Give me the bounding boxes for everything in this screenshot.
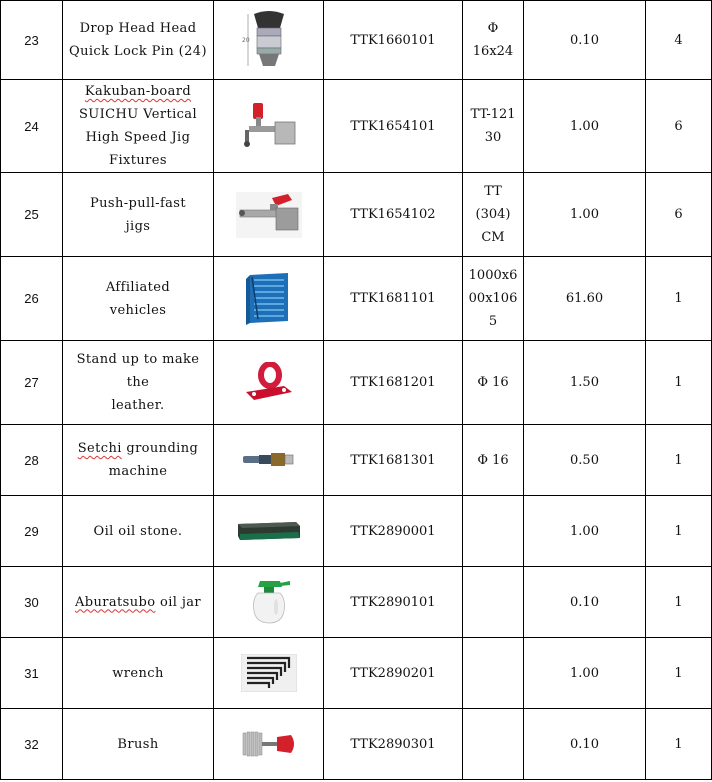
part-name-line: Stand up to make the bbox=[76, 352, 200, 390]
spec-line: TT-121 bbox=[470, 107, 516, 122]
part-code: TTK1681201 bbox=[324, 341, 463, 425]
part-weight: 61.60 bbox=[524, 257, 646, 341]
part-code: TTK2890301 bbox=[324, 709, 463, 780]
spec-line: Φ bbox=[487, 21, 499, 36]
table-row bbox=[1, 173, 712, 257]
part-name bbox=[63, 567, 214, 638]
part-image bbox=[214, 257, 324, 341]
part-image bbox=[214, 341, 324, 425]
part-quantity: 1 bbox=[646, 638, 712, 709]
part-image bbox=[214, 496, 324, 567]
part-weight: 0.10 bbox=[524, 567, 646, 638]
spec-line: TT bbox=[484, 184, 502, 199]
part-spec bbox=[463, 496, 524, 567]
part-name-line: machine bbox=[108, 464, 168, 479]
part-name-line bbox=[67, 437, 209, 460]
part-image bbox=[214, 709, 324, 780]
part-name-line: Quick Lock Pin (24) bbox=[69, 44, 207, 59]
part-name-word: Setchi bbox=[77, 441, 122, 456]
spec-line: 16x24 bbox=[472, 44, 514, 59]
row-number: 24 bbox=[1, 80, 63, 173]
part-spec bbox=[463, 173, 524, 257]
hex-key-set-icon bbox=[241, 654, 297, 692]
vertical-toggle-clamp-icon bbox=[239, 100, 299, 152]
part-spec bbox=[463, 80, 524, 173]
part-name-word: grounding bbox=[126, 441, 199, 456]
part-name bbox=[63, 709, 214, 780]
part-quantity: 1 bbox=[646, 341, 712, 425]
part-weight: 0.10 bbox=[524, 709, 646, 780]
part-spec bbox=[463, 638, 524, 709]
part-name-line: vehicles bbox=[109, 302, 167, 318]
quick-lock-pin-icon bbox=[234, 8, 304, 72]
part-image bbox=[214, 425, 324, 496]
spec-line: (304) bbox=[475, 207, 511, 222]
part-name-line bbox=[67, 591, 209, 614]
part-image bbox=[214, 567, 324, 638]
row-number: 27 bbox=[1, 341, 63, 425]
part-image bbox=[214, 638, 324, 709]
oil-spray-bottle-icon bbox=[246, 577, 292, 627]
part-name-line: jigs bbox=[125, 218, 151, 234]
part-weight: 1.00 bbox=[524, 496, 646, 567]
spec-line: 5 bbox=[488, 314, 498, 329]
part-code: TTK1654101 bbox=[324, 80, 463, 173]
part-name-word: Aburatsubo bbox=[74, 594, 156, 610]
row-number: 28 bbox=[1, 425, 63, 496]
part-code: TTK1654102 bbox=[324, 173, 463, 257]
part-weight: 0.10 bbox=[524, 1, 646, 80]
row-number: 23 bbox=[1, 1, 63, 80]
table-row bbox=[1, 567, 712, 638]
part-code: TTK1681301 bbox=[324, 425, 463, 496]
part-weight: 1.00 bbox=[524, 638, 646, 709]
row-number: 29 bbox=[1, 496, 63, 567]
row-number: 31 bbox=[1, 638, 63, 709]
table-row bbox=[1, 709, 712, 780]
part-weight: 0.50 bbox=[524, 425, 646, 496]
part-spec bbox=[463, 1, 524, 80]
spec-line: Φ 16 bbox=[477, 452, 509, 468]
part-weight: 1.50 bbox=[524, 341, 646, 425]
table-row bbox=[1, 425, 712, 496]
part-image bbox=[214, 1, 324, 80]
part-name bbox=[63, 1, 214, 80]
part-code: TTK2890001 bbox=[324, 496, 463, 567]
part-spec bbox=[463, 709, 524, 780]
part-name-line: Affiliated bbox=[105, 279, 171, 295]
wire-brush-icon bbox=[239, 729, 299, 759]
spec-line: 1000x6 bbox=[468, 268, 518, 283]
part-name-line: Push-pull-fast bbox=[89, 195, 187, 211]
part-quantity: 1 bbox=[646, 567, 712, 638]
table-row bbox=[1, 80, 712, 173]
push-pull-clamp-icon bbox=[236, 192, 302, 238]
grounding-clamp-icon bbox=[241, 447, 297, 473]
tool-cart-icon bbox=[244, 271, 294, 327]
spec-line: 00x106 bbox=[468, 291, 518, 306]
part-spec bbox=[463, 567, 524, 638]
row-number: 25 bbox=[1, 173, 63, 257]
table-row bbox=[1, 638, 712, 709]
part-quantity: 6 bbox=[646, 173, 712, 257]
part-name-line: leather. bbox=[111, 398, 165, 413]
part-code: TTK2890101 bbox=[324, 567, 463, 638]
part-name-word: oil jar bbox=[159, 594, 202, 610]
spec-line: 30 bbox=[484, 130, 502, 145]
part-weight: 1.00 bbox=[524, 173, 646, 257]
part-name-line: SUICHU Vertical bbox=[78, 107, 198, 122]
part-name-line: Kakuban-board bbox=[84, 84, 192, 99]
part-name bbox=[63, 638, 214, 709]
row-number: 30 bbox=[1, 567, 63, 638]
part-name bbox=[63, 80, 214, 173]
part-spec bbox=[463, 341, 524, 425]
part-name-line: Oil oil stone. bbox=[93, 523, 183, 539]
part-name-line: Fixtures bbox=[109, 153, 167, 168]
part-name bbox=[63, 173, 214, 257]
lifting-eye-icon bbox=[244, 362, 294, 404]
part-name-line: wrench bbox=[112, 665, 164, 681]
table-row bbox=[1, 1, 712, 80]
part-name-line: Brush bbox=[117, 736, 159, 752]
part-weight: 1.00 bbox=[524, 80, 646, 173]
part-name bbox=[63, 496, 214, 567]
part-name bbox=[63, 341, 214, 425]
part-spec bbox=[463, 425, 524, 496]
table-row bbox=[1, 341, 712, 425]
row-number: 32 bbox=[1, 709, 63, 780]
part-code: TTK1681101 bbox=[324, 257, 463, 341]
oil-stone-icon bbox=[236, 520, 302, 542]
part-code: TTK2890201 bbox=[324, 638, 463, 709]
table-row bbox=[1, 496, 712, 567]
part-spec bbox=[463, 257, 524, 341]
part-name-line: High Speed Jig bbox=[85, 130, 191, 145]
part-quantity: 1 bbox=[646, 709, 712, 780]
row-number: 26 bbox=[1, 257, 63, 341]
svg-text:20: 20 bbox=[241, 37, 250, 44]
part-name-line: Drop Head Head bbox=[79, 21, 197, 36]
part-name bbox=[63, 425, 214, 496]
part-name bbox=[63, 257, 214, 341]
part-image bbox=[214, 173, 324, 257]
table-row bbox=[1, 257, 712, 341]
part-quantity: 1 bbox=[646, 257, 712, 341]
part-image bbox=[214, 80, 324, 173]
spec-line: CM bbox=[481, 230, 505, 245]
part-quantity: 1 bbox=[646, 496, 712, 567]
part-code: TTK1660101 bbox=[324, 1, 463, 80]
part-quantity: 4 bbox=[646, 1, 712, 80]
part-quantity: 6 bbox=[646, 80, 712, 173]
part-quantity: 1 bbox=[646, 425, 712, 496]
spec-line: Φ 16 bbox=[477, 375, 509, 390]
